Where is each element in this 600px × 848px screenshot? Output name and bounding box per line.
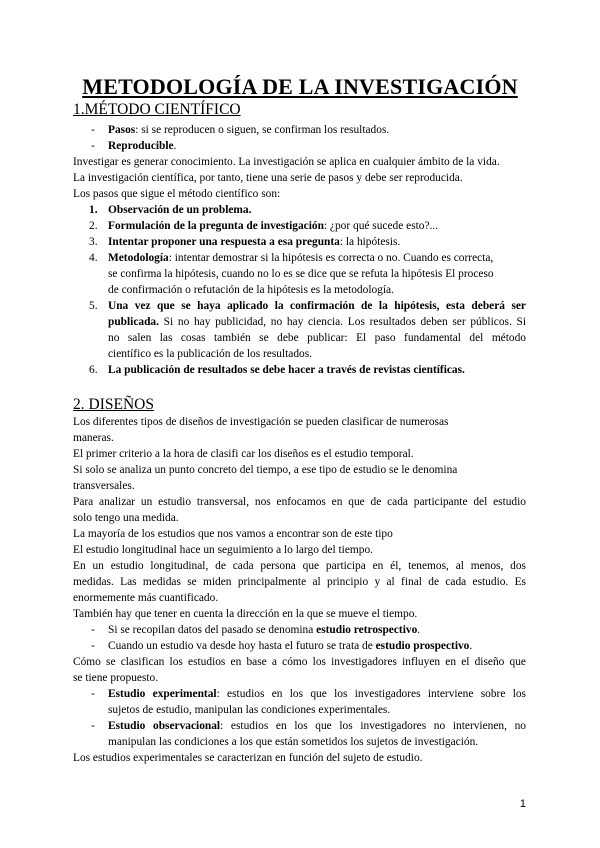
step-3: Intentar proponer una respuesta a esa pregunta: la hipótesis. [108,236,401,248]
section-1-heading: 1.MÉTODO CIENTÍFICO [73,101,241,118]
bullet-dash: - [91,720,95,732]
paragraph-line: Investigar es generar conocimiento. La investigación se aplica en cualquier ámbito de la vida. [73,156,500,168]
step-2: Formulación de la pregunta de investigación: ¿por qué sucede esto?... [108,220,439,232]
bullet-pasos: Pasos: si se reproducen o siguen, se confirman los resultados. [108,124,390,136]
step-6: La publicación de resultados se debe hacer a través de revistas científicas. [108,364,465,376]
step-4: Metodología: intentar demostrar si la hipótesis es correcta o no. Cuando es correcta, [108,252,494,264]
list-number: 4. [89,252,98,264]
paragraph-line: maneras. [73,432,114,444]
bullet-dash: - [91,140,95,152]
paragraph-line: La investigación científica, por tanto, tiene una serie de pasos y debe ser reproducida. [73,172,463,184]
paragraph-line: El estudio longitudinal hace un seguimiento a lo largo del tiempo. [73,544,373,556]
paragraph-line: El primer criterio a la hora de clasifi car los diseños es el estudio temporal. [73,448,414,460]
list-number: 6. [89,364,98,376]
step-4-line: de confirmación o refutación de la hipótesis es la metodología. [108,284,394,296]
paragraph-line: Los estudios experimentales se caracterizan en función del sujeto de estudio. [73,752,423,764]
list-number: 3. [89,236,98,248]
bullet-experimental-line: sujetos de estudio, manipulan las condiciones experimentales. [108,704,391,716]
step-1: Observación de un problema. [108,204,252,216]
bullet-dash: - [91,624,95,636]
paragraph-line: medidas. Las medidas se miden principalmente al principio y al final de cada estudio. Es [73,576,526,588]
document-title: METODOLOGÍA DE LA INVESTIGACIÓN [82,74,518,99]
bullet-experimental: Estudio experimental: estudios en los que los investigadores interviene sobre los [108,688,526,700]
paragraph-line: Los diferentes tipos de diseños de investigación se pueden clasificar de numerosas [73,416,449,428]
bullet-retrospectivo: Si se recopilan datos del pasado se denomina estudio retrospectivo. [108,624,421,636]
bullet-observacional: Estudio observacional: estudios en los que los investigadores no intervienen, no [108,720,526,732]
list-number: 1. [89,204,98,216]
list-number: 5. [89,300,98,312]
paragraph-line: enormemente más cuantificado. [73,592,219,604]
paragraph-line: Para analizar un estudio transversal, nos enfocamos en que de cada participante del estudio [73,496,526,508]
list-number: 2. [89,220,98,232]
paragraph-line: transversales. [73,480,135,492]
paragraph-line: Los pasos que sigue el método científico son: [73,188,281,200]
bullet-dash: - [91,124,95,136]
paragraph-line: En un estudio longitudinal, de cada persona que participa en él, tenemos, al menos, dos [73,560,526,572]
bullet-reproducible: Reproducible. [108,140,177,152]
paragraph-line: La mayoría de los estudios que nos vamos a encontrar son de este tipo [73,528,393,540]
step-5-line: científico es la publicación de los resultados. [108,348,313,360]
bullet-prospectivo: Cuando un estudio va desde hoy hasta el futuro se trata de estudio prospectivo. [108,640,473,652]
paragraph-line: solo tengo una medida. [73,512,179,524]
step-5-line: no salen las cosas también se debe publicar: El paso fundamental del método [108,332,526,344]
paragraph-line: También hay que tener en cuenta la dirección en la que se mueve el tiempo. [73,608,418,620]
page-number: 1 [519,798,526,810]
paragraph-line: Cómo se clasifican los estudios en base a cómo los investigadores influyen en el diseño que [73,656,526,668]
bullet-dash: - [91,688,95,700]
bullet-dash: - [91,640,95,652]
step-5-line: Una vez que se haya aplicado la confirmación de la hipótesis, esta deberá ser [108,300,526,312]
step-5-line: publicada. Si no hay publicidad, no hay ciencia. Los resultados deben ser públicos. Si [108,316,526,328]
section-2-heading: 2. DISEÑOS [73,396,154,413]
paragraph-line: Si solo se analiza un punto concreto del tiempo, a ese tipo de estudio se le denomina [73,464,458,476]
bullet-observacional-line: manipulan las condiciones a los que están sometidos los sujetos de investigación. [108,736,479,748]
step-4-line: se confirma la hipótesis, cuando no lo es se dice que se refuta la hipótesis El proceso [108,268,494,280]
paragraph-line: se tiene propuesto. [73,672,159,684]
